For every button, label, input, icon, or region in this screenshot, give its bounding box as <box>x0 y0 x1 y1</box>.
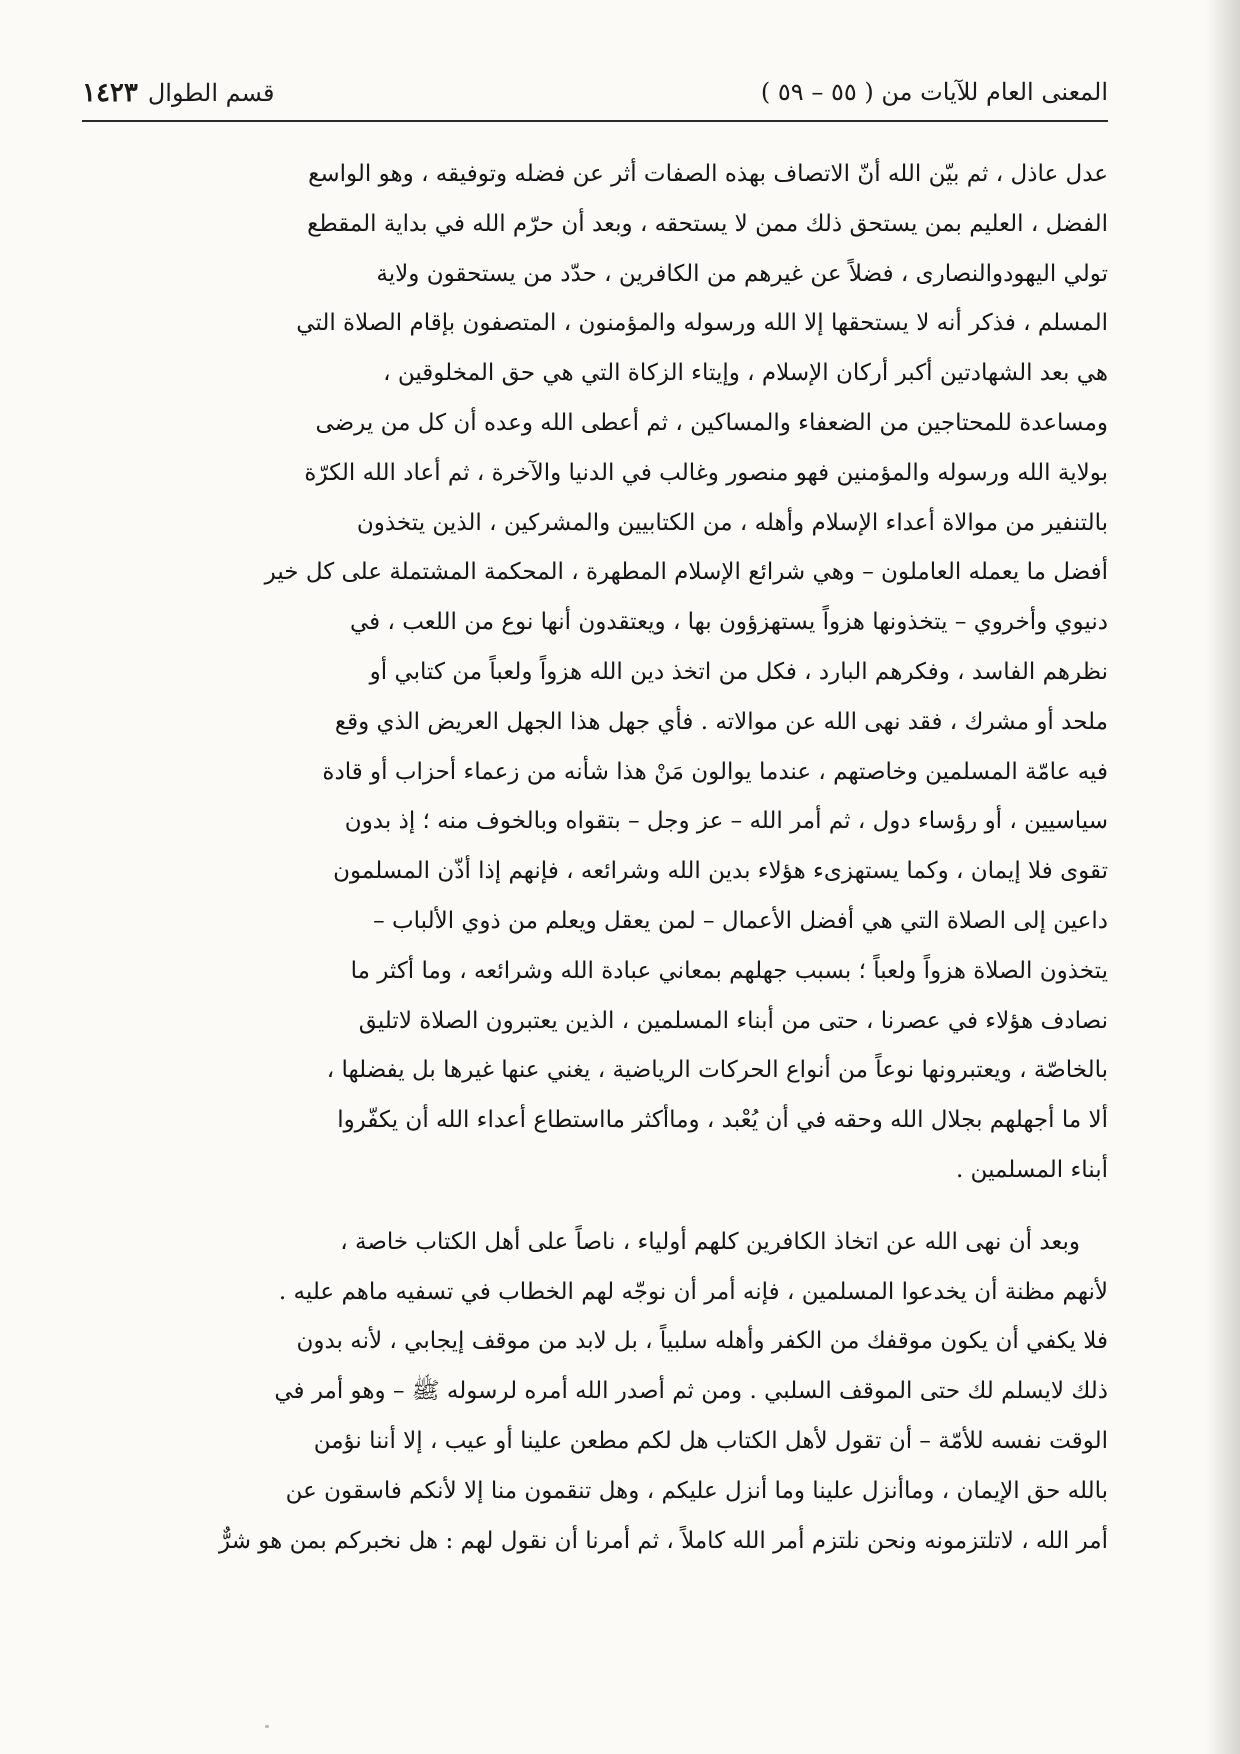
body-text <box>82 150 1108 1566</box>
text-line: تقوى فلا إيمان ، وكما يستهزىء هؤلاء بدين الله وشرائعه ، فإنهم إذا أذّن المسلمون <box>333 858 1108 885</box>
text-line: فلا يكفي أن يكون موقفك من الكفر وأهله سلبياً ، بل لابد من موقف إيجابي ، لأنه بدون <box>296 1328 1108 1355</box>
text-line: عدل عاذل ، ثم بيّن الله أنّ الاتصاف بهذه الصفات أثر عن فضله وتوفيقه ، وهو الواسع <box>308 161 1108 187</box>
text-line: يتخذون الصلاة هزواً ولعباً ؛ بسبب جهلهم بمعاني عبادة الله وشرائعه ، وما أكثر ما <box>350 957 1108 984</box>
text-line: دنيوي وأخروي – يتخذونها هزواً يستهزؤون بها ، ويعتقدون أنها نوع من اللعب ، في <box>350 609 1108 636</box>
text-line: بولاية الله ورسوله والمؤمنين فهو منصور وغالب في الدنيا والآخرة ، ثم أعاد الله الكرّة <box>304 459 1108 486</box>
text-line: أبناء المسلمين . <box>955 1156 1108 1183</box>
page-edge-shadow <box>1206 0 1240 1754</box>
text-line: لأنهم مظنة أن يخدعوا المسلمين ، فإنه أمر أن نوجّه لهم الخطاب في تسفيه ماهم عليه . <box>278 1278 1108 1305</box>
running-title: المعنى العام للآيات من ( ٥٥ – ٥٩ ) <box>760 78 1108 106</box>
text-line: المسلم ، فذكر أنه لا يستحقها إلا الله ورسوله والمؤمنون ، المتصفون بإقام الصلاة التي <box>296 310 1108 337</box>
text-line: أفضل ما يعمله العاملون – وهي شرائع الإسلام المطهرة ، المحكمة المشتملة على كل خير <box>264 559 1108 586</box>
text-line: داعين إلى الصلاة التي هي أفضل الأعمال – لمن يعقل ويعلم من ذوي الألباب – <box>373 907 1108 934</box>
text-line: ملحد أو مشرك ، فقد نهى الله عن موالاته . فأي جهل هذا الجهل العريض الذي وقع <box>334 708 1108 735</box>
text-line: الوقت نفسه للأمّة – أن تقول لأهل الكتاب هل لكم مطعن علينا أو عيب ، إلا أننا نؤمن <box>313 1427 1108 1454</box>
text-line: تولي اليهودوالنصارى ، فضلاً عن غيرهم من الكافرين ، حدّد من يستحقون ولاية <box>376 260 1108 287</box>
text-line: بالله حق الإيمان ، وماأنزل علينا وما أنزل عليكم ، وهل تنقمون منا إلا لأنكم فاسقون عن <box>285 1477 1108 1504</box>
text-line: ألا ما أجهلهم بجلال الله وحقه في أن يُعْبد ، وماأكثر مااستطاع أعداء الله أن يكفّروا <box>337 1107 1108 1134</box>
text-line: ذلك لايسلم لك حتى الموقف السلبي . ومن ثم أصدر الله أمره لرسوله ﷺ – وهو أمر في <box>274 1378 1108 1405</box>
text-line: فيه عامّة المسلمين وخاصتهم ، عندما يوالون مَنْ هذا شأنه من زعماء أحزاب أو قادة <box>322 758 1108 785</box>
page-header <box>82 72 1108 116</box>
text-line: هي بعد الشهادتين أكبر أركان الإسلام ، وإيتاء الزكاة التي هي حق المخلوقين ، <box>383 360 1108 387</box>
header-rule <box>82 120 1108 122</box>
page-number: ١٤٢٣ <box>82 78 138 108</box>
text-line: نظرهم الفاسد ، وفكرهم البارد ، فكل من اتخذ دين الله هزواً ولعباً من كتابي أو <box>369 658 1108 685</box>
section-info <box>82 78 275 108</box>
scan-speck <box>265 1725 269 1728</box>
text-line: ومساعدة للمحتاجين من الضعفاء والمساكين ، ثم أعطى الله وعده أن كل من يرضى <box>315 409 1108 436</box>
section-label: قسم الطوال <box>147 79 275 107</box>
text-line: أمر الله ، لاتلتزمونه ونحن نلتزم أمر الله كاملاً ، ثم أمرنا أن نقول لهم : هل نخبركم بمن هو شرٌّ <box>219 1527 1108 1554</box>
text-line: وبعد أن نهى الله عن اتخاذ الكافرين كلهم أولياء ، ناصاً على أهل الكتاب خاصة ، <box>340 1228 1080 1255</box>
paragraph-gap <box>82 1196 1108 1218</box>
text-line: نصادف هؤلاء في عصرنا ، حتى من أبناء المسلمين ، الذين يعتبرون الصلاة لاتليق <box>358 1007 1108 1034</box>
text-line: بالخاصّة ، ويعتبرونها نوعاً من أنواع الحركات الرياضية ، يغني عنها غيرها بل يفضلها ، <box>326 1057 1108 1084</box>
text-line: الفضل ، العليم بمن يستحق ذلك ممن لا يستحقه ، وبعد أن حرّم الله في بداية المقطع <box>307 210 1108 237</box>
text-line: بالتنفير من موالاة أعداء الإسلام وأهله ، من الكتابيين والمشركين ، الذين يتخذون <box>356 509 1108 536</box>
text-line: سياسيين ، أو رؤساء دول ، ثم أمر الله – عز وجل – بتقواه وبالخوف منه ؛ إذ بدون <box>344 808 1108 835</box>
